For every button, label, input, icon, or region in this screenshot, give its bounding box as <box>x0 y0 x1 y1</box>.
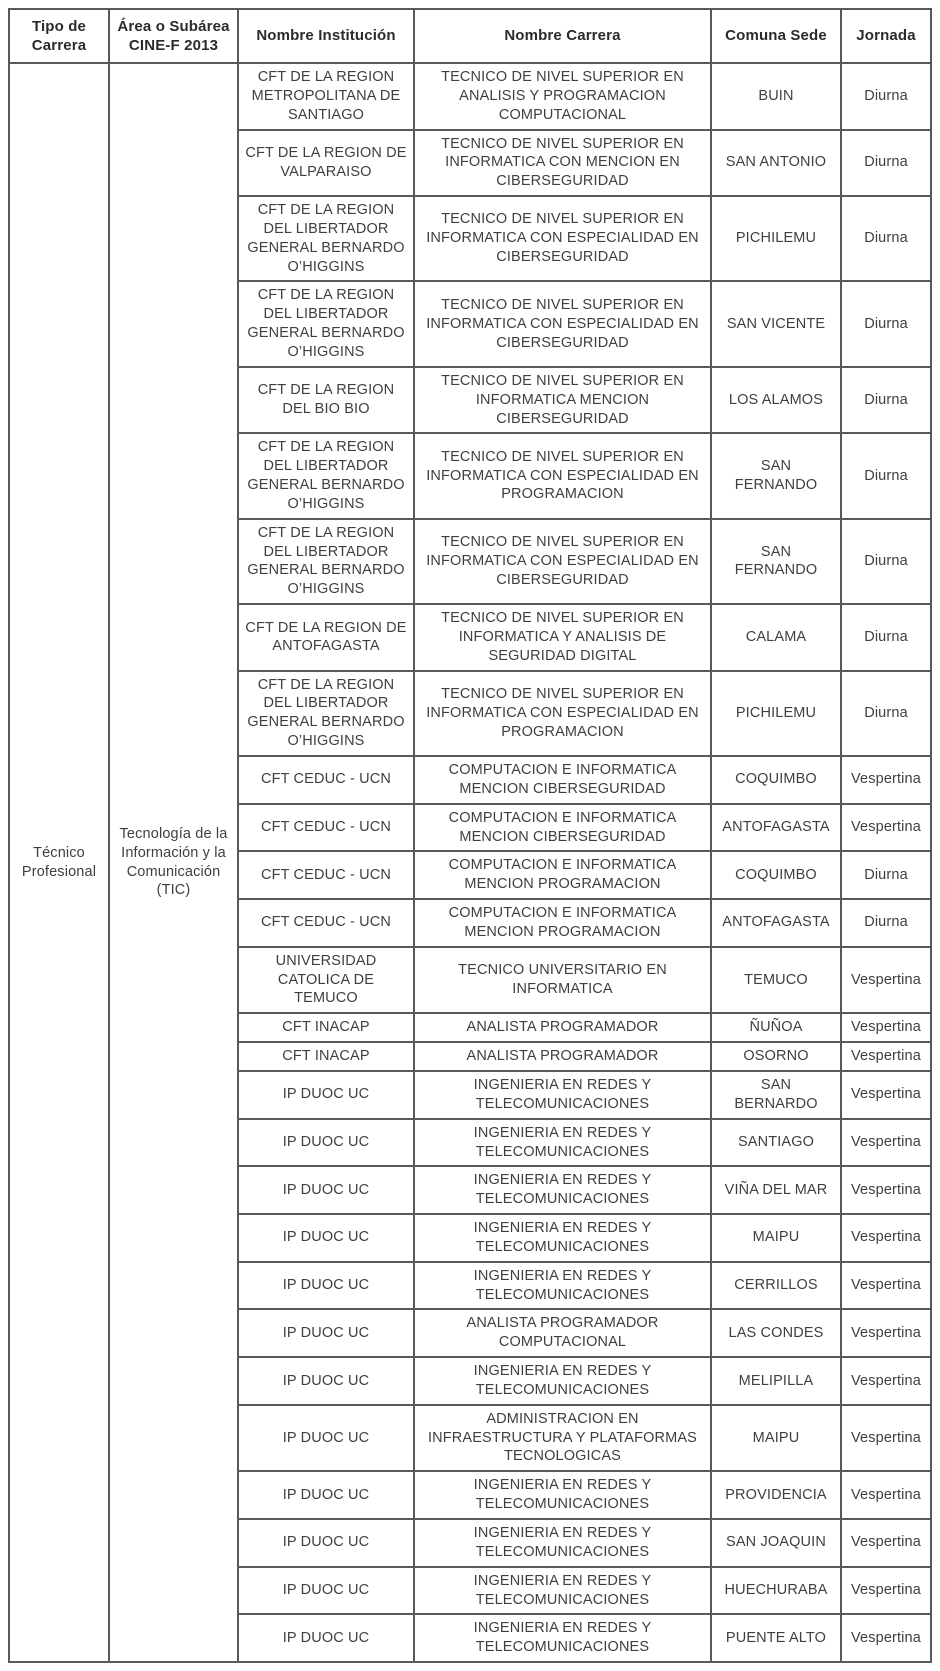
cell-carrera: TECNICO DE NIVEL SUPERIOR EN INFORMATICA CON ESPECIALIDAD EN PROGRAMACION <box>414 433 711 518</box>
cell-carrera: TECNICO DE NIVEL SUPERIOR EN INFORMATICA MENCION CIBERSEGURIDAD <box>414 367 711 434</box>
column-header-jornada: Jornada <box>841 9 931 63</box>
cell-carrera: TECNICO DE NIVEL SUPERIOR EN ANALISIS Y PROGRAMACION COMPUTACIONAL <box>414 63 711 130</box>
cell-comuna: VIÑA DEL MAR <box>711 1166 841 1214</box>
cell-institucion: CFT DE LA REGION DEL LIBERTADOR GENERAL BERNARDO O’HIGGINS <box>238 196 414 281</box>
cell-institucion: IP DUOC UC <box>238 1519 414 1567</box>
cell-institucion: IP DUOC UC <box>238 1405 414 1472</box>
table-row <box>9 63 931 130</box>
cell-jornada: Diurna <box>841 671 931 756</box>
programs-table <box>8 8 932 1663</box>
cell-comuna: SAN VICENTE <box>711 281 841 366</box>
cell-comuna: TEMUCO <box>711 947 841 1014</box>
cell-institucion: CFT DE LA REGION DE ANTOFAGASTA <box>238 604 414 671</box>
cell-comuna: SANTIAGO <box>711 1119 841 1167</box>
cell-comuna: LAS CONDES <box>711 1309 841 1357</box>
cell-institucion: CFT INACAP <box>238 1042 414 1071</box>
cell-carrera: COMPUTACION E INFORMATICA MENCION PROGRAMACION <box>414 851 711 899</box>
cell-carrera: INGENIERIA EN REDES Y TELECOMUNICACIONES <box>414 1071 711 1119</box>
cell-comuna: OSORNO <box>711 1042 841 1071</box>
cell-jornada: Vespertina <box>841 1357 931 1405</box>
cell-jornada: Vespertina <box>841 1519 931 1567</box>
cell-carrera: TECNICO DE NIVEL SUPERIOR EN INFORMATICA CON ESPECIALIDAD EN CIBERSEGURIDAD <box>414 519 711 604</box>
cell-institucion: CFT DE LA REGION DEL LIBERTADOR GENERAL BERNARDO O’HIGGINS <box>238 671 414 756</box>
area-subarea-group-cell: Tecnología de la Información y la Comunicación (TIC) <box>109 63 238 1662</box>
cell-comuna: SAN JOAQUIN <box>711 1519 841 1567</box>
cell-jornada: Diurna <box>841 281 931 366</box>
cell-carrera: TECNICO DE NIVEL SUPERIOR EN INFORMATICA Y ANALISIS DE SEGURIDAD DIGITAL <box>414 604 711 671</box>
cell-carrera: TECNICO UNIVERSITARIO EN INFORMATICA <box>414 947 711 1014</box>
cell-jornada: Diurna <box>841 604 931 671</box>
cell-institucion: CFT DE LA REGION DEL BIO BIO <box>238 367 414 434</box>
tipo-carrera-group-cell: Técnico Profesional <box>9 63 109 1662</box>
cell-carrera: TECNICO DE NIVEL SUPERIOR EN INFORMATICA CON ESPECIALIDAD EN CIBERSEGURIDAD <box>414 281 711 366</box>
cell-jornada: Vespertina <box>841 1119 931 1167</box>
cell-comuna: CALAMA <box>711 604 841 671</box>
cell-comuna: COQUIMBO <box>711 756 841 804</box>
cell-comuna: SAN FERNANDO <box>711 433 841 518</box>
cell-institucion: CFT CEDUC - UCN <box>238 899 414 947</box>
cell-comuna: MELIPILLA <box>711 1357 841 1405</box>
cell-comuna: HUECHURABA <box>711 1567 841 1615</box>
cell-carrera: INGENIERIA EN REDES Y TELECOMUNICACIONES <box>414 1214 711 1262</box>
cell-institucion: IP DUOC UC <box>238 1567 414 1615</box>
cell-jornada: Diurna <box>841 519 931 604</box>
cell-institucion: IP DUOC UC <box>238 1471 414 1519</box>
cell-jornada: Vespertina <box>841 1071 931 1119</box>
cell-institucion: CFT DE LA REGION DEL LIBERTADOR GENERAL BERNARDO O’HIGGINS <box>238 433 414 518</box>
cell-jornada: Diurna <box>841 851 931 899</box>
cell-comuna: LOS ALAMOS <box>711 367 841 434</box>
column-header-institucion: Nombre Institución <box>238 9 414 63</box>
cell-comuna: SAN FERNANDO <box>711 519 841 604</box>
cell-carrera: INGENIERIA EN REDES Y TELECOMUNICACIONES <box>414 1119 711 1167</box>
cell-comuna: ANTOFAGASTA <box>711 899 841 947</box>
cell-comuna: SAN BERNARDO <box>711 1071 841 1119</box>
cell-jornada: Vespertina <box>841 947 931 1014</box>
cell-institucion: CFT CEDUC - UCN <box>238 756 414 804</box>
cell-jornada: Vespertina <box>841 1567 931 1615</box>
cell-institucion: IP DUOC UC <box>238 1357 414 1405</box>
cell-comuna: CERRILLOS <box>711 1262 841 1310</box>
cell-jornada: Vespertina <box>841 756 931 804</box>
cell-institucion: CFT DE LA REGION METROPOLITANA DE SANTIAGO <box>238 63 414 130</box>
cell-jornada: Vespertina <box>841 1042 931 1071</box>
cell-institucion: CFT DE LA REGION DEL LIBERTADOR GENERAL BERNARDO O’HIGGINS <box>238 519 414 604</box>
cell-comuna: SAN ANTONIO <box>711 130 841 197</box>
header-row <box>9 9 931 63</box>
cell-carrera: COMPUTACION E INFORMATICA MENCION CIBERSEGURIDAD <box>414 804 711 852</box>
cell-carrera: INGENIERIA EN REDES Y TELECOMUNICACIONES <box>414 1519 711 1567</box>
cell-carrera: INGENIERIA EN REDES Y TELECOMUNICACIONES <box>414 1567 711 1615</box>
column-header-tipo-carrera: Tipo de Carrera <box>9 9 109 63</box>
cell-carrera: TECNICO DE NIVEL SUPERIOR EN INFORMATICA CON ESPECIALIDAD EN PROGRAMACION <box>414 671 711 756</box>
cell-comuna: MAIPU <box>711 1214 841 1262</box>
cell-carrera: COMPUTACION E INFORMATICA MENCION CIBERSEGURIDAD <box>414 756 711 804</box>
column-header-comuna: Comuna Sede <box>711 9 841 63</box>
cell-comuna: PICHILEMU <box>711 671 841 756</box>
cell-institucion: IP DUOC UC <box>238 1166 414 1214</box>
cell-comuna: PUENTE ALTO <box>711 1614 841 1662</box>
cell-carrera: INGENIERIA EN REDES Y TELECOMUNICACIONES <box>414 1357 711 1405</box>
cell-carrera: INGENIERIA EN REDES Y TELECOMUNICACIONES <box>414 1262 711 1310</box>
cell-institucion: IP DUOC UC <box>238 1614 414 1662</box>
cell-jornada: Vespertina <box>841 1166 931 1214</box>
cell-jornada: Diurna <box>841 433 931 518</box>
column-header-carrera: Nombre Carrera <box>414 9 711 63</box>
cell-carrera: INGENIERIA EN REDES Y TELECOMUNICACIONES <box>414 1614 711 1662</box>
cell-carrera: ANALISTA PROGRAMADOR <box>414 1042 711 1071</box>
cell-comuna: PROVIDENCIA <box>711 1471 841 1519</box>
cell-jornada: Vespertina <box>841 1471 931 1519</box>
cell-jornada: Diurna <box>841 196 931 281</box>
cell-comuna: PICHILEMU <box>711 196 841 281</box>
cell-institucion: CFT INACAP <box>238 1013 414 1042</box>
cell-jornada: Vespertina <box>841 1013 931 1042</box>
cell-carrera: ANALISTA PROGRAMADOR <box>414 1013 711 1042</box>
cell-comuna: ÑUÑOA <box>711 1013 841 1042</box>
table-body <box>9 63 931 1662</box>
cell-institucion: IP DUOC UC <box>238 1214 414 1262</box>
cell-comuna: COQUIMBO <box>711 851 841 899</box>
cell-jornada: Diurna <box>841 63 931 130</box>
cell-comuna: ANTOFAGASTA <box>711 804 841 852</box>
cell-jornada: Vespertina <box>841 804 931 852</box>
column-header-area-subarea: Área o Subárea CINE-F 2013 <box>109 9 238 63</box>
cell-comuna: MAIPU <box>711 1405 841 1472</box>
cell-jornada: Vespertina <box>841 1214 931 1262</box>
cell-institucion: CFT DE LA REGION DEL LIBERTADOR GENERAL BERNARDO O’HIGGINS <box>238 281 414 366</box>
cell-carrera: TECNICO DE NIVEL SUPERIOR EN INFORMATICA CON ESPECIALIDAD EN CIBERSEGURIDAD <box>414 196 711 281</box>
cell-carrera: ADMINISTRACION EN INFRAESTRUCTURA Y PLATAFORMAS TECNOLOGICAS <box>414 1405 711 1472</box>
cell-jornada: Vespertina <box>841 1614 931 1662</box>
cell-institucion: IP DUOC UC <box>238 1071 414 1119</box>
cell-jornada: Vespertina <box>841 1309 931 1357</box>
cell-carrera: INGENIERIA EN REDES Y TELECOMUNICACIONES <box>414 1166 711 1214</box>
cell-institucion: IP DUOC UC <box>238 1309 414 1357</box>
cell-institucion: CFT CEDUC - UCN <box>238 851 414 899</box>
cell-comuna: BUIN <box>711 63 841 130</box>
cell-jornada: Vespertina <box>841 1262 931 1310</box>
cell-jornada: Vespertina <box>841 1405 931 1472</box>
cell-institucion: IP DUOC UC <box>238 1262 414 1310</box>
cell-jornada: Diurna <box>841 130 931 197</box>
cell-institucion: IP DUOC UC <box>238 1119 414 1167</box>
cell-jornada: Diurna <box>841 899 931 947</box>
cell-carrera: TECNICO DE NIVEL SUPERIOR EN INFORMATICA CON MENCION EN CIBERSEGURIDAD <box>414 130 711 197</box>
cell-institucion: UNIVERSIDAD CATOLICA DE TEMUCO <box>238 947 414 1014</box>
cell-institucion: CFT CEDUC - UCN <box>238 804 414 852</box>
cell-carrera: INGENIERIA EN REDES Y TELECOMUNICACIONES <box>414 1471 711 1519</box>
cell-institucion: CFT DE LA REGION DE VALPARAISO <box>238 130 414 197</box>
cell-carrera: COMPUTACION E INFORMATICA MENCION PROGRAMACION <box>414 899 711 947</box>
cell-carrera: ANALISTA PROGRAMADOR COMPUTACIONAL <box>414 1309 711 1357</box>
cell-jornada: Diurna <box>841 367 931 434</box>
